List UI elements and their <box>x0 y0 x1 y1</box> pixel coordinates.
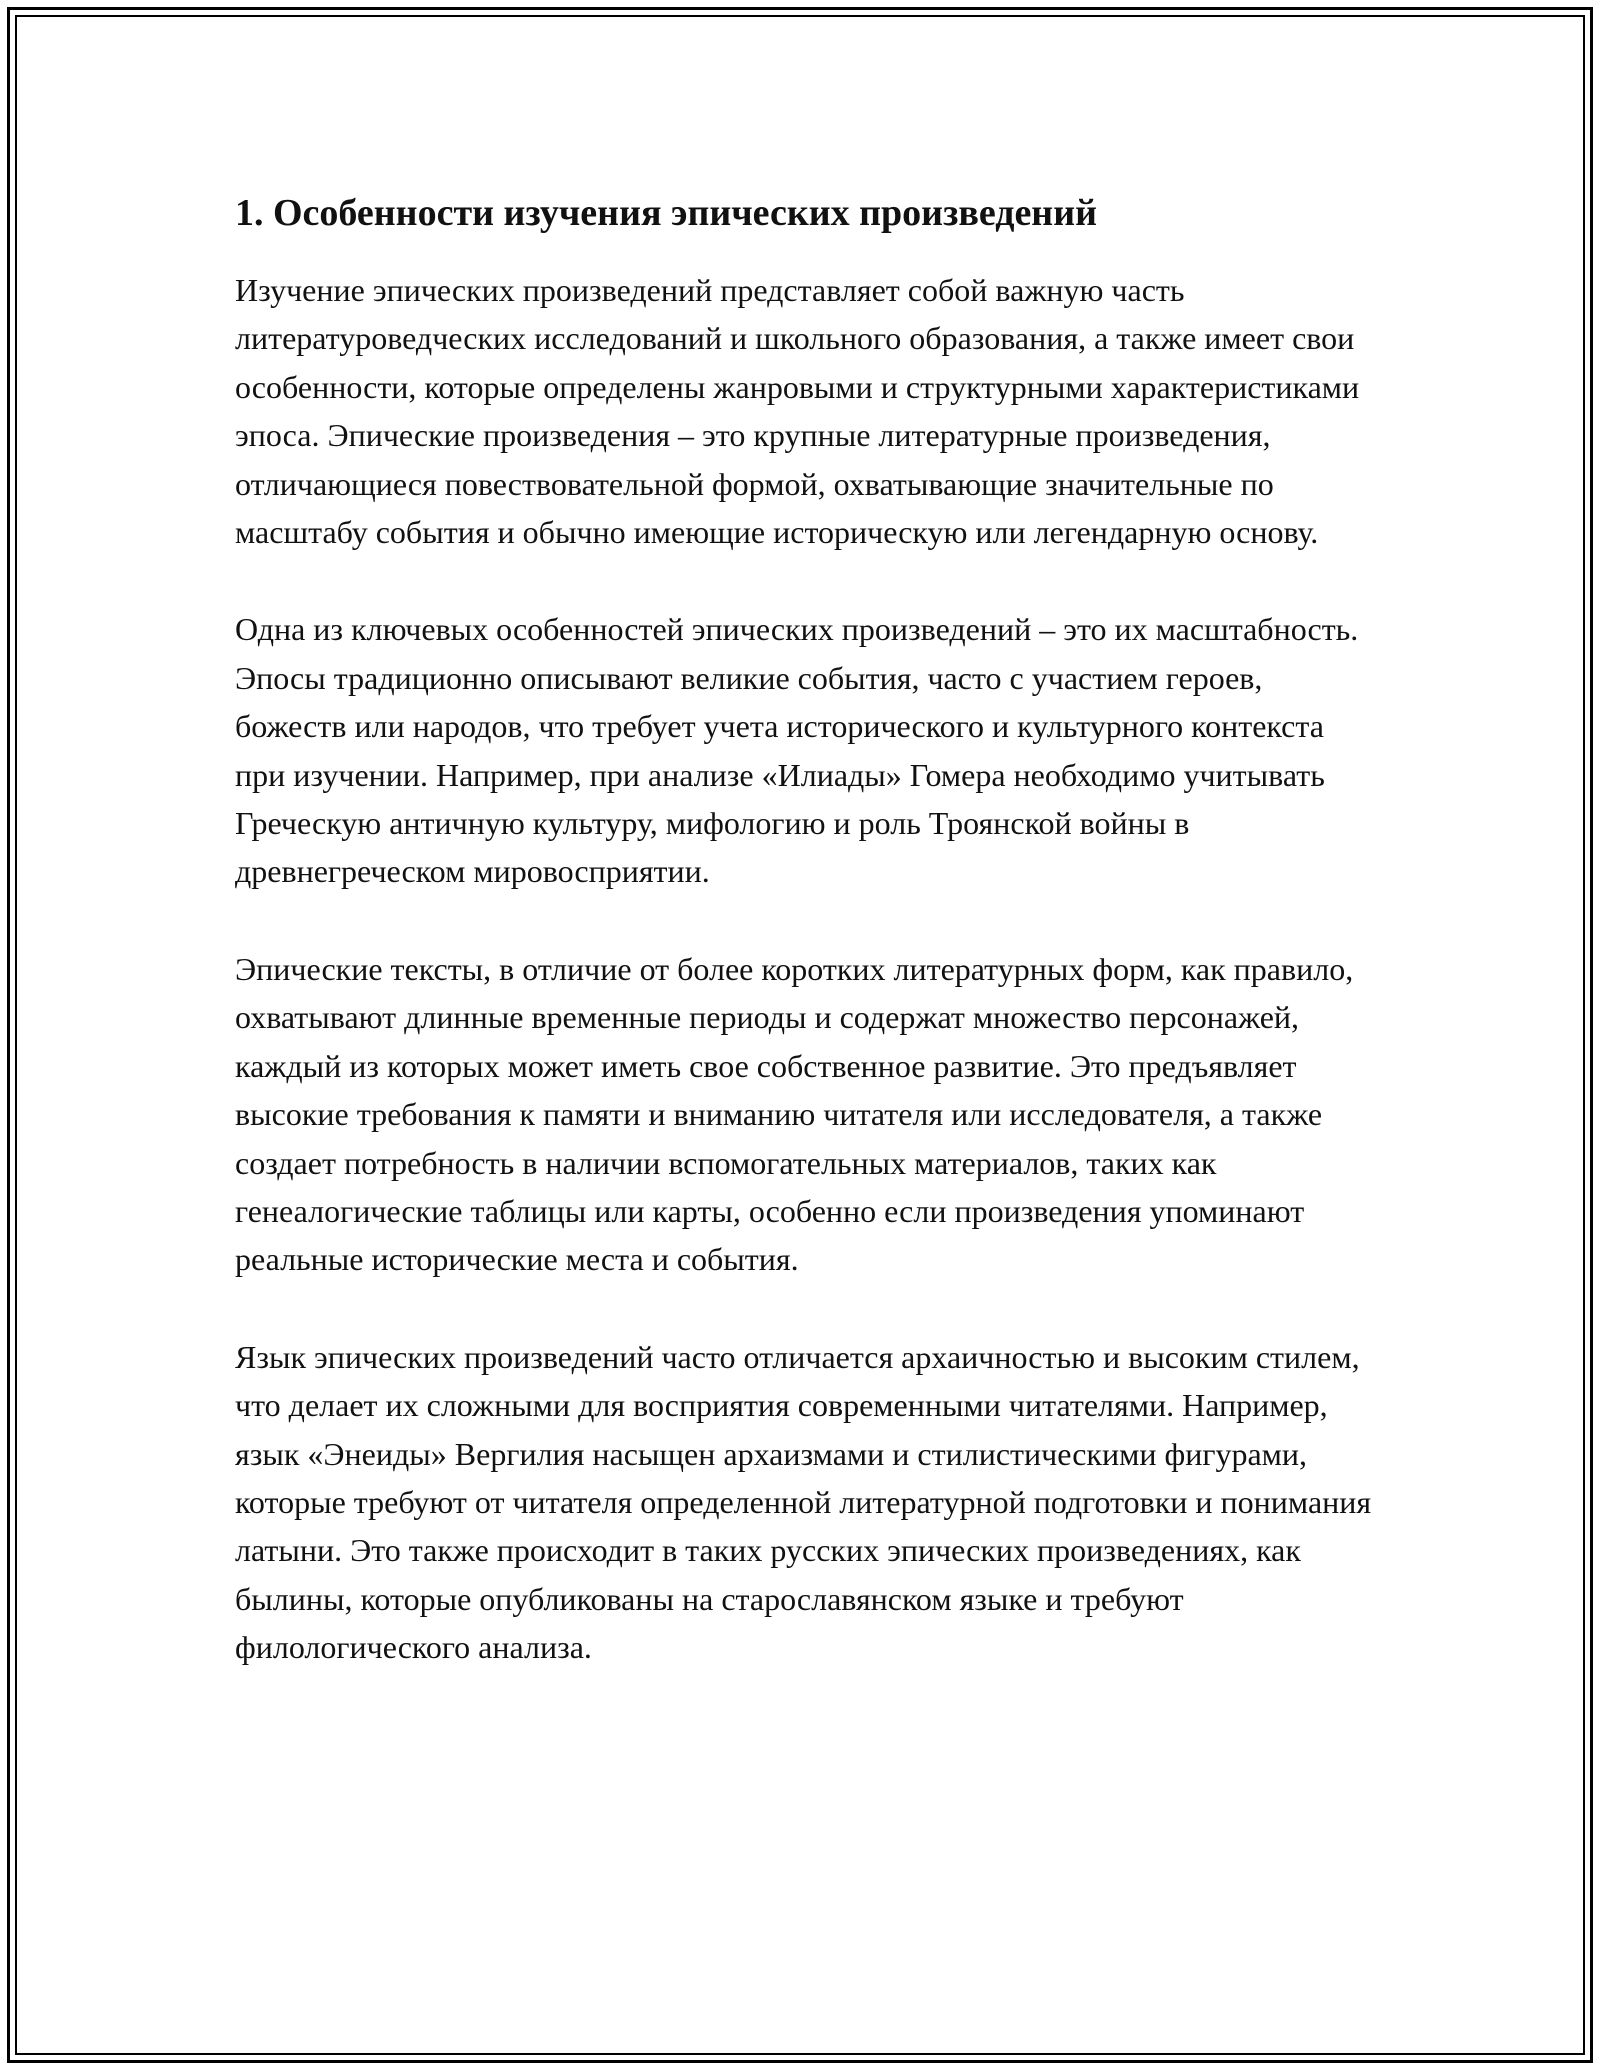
section-heading: 1. Особенности изучения эпических произведений <box>235 192 1097 234</box>
paragraph-4: Язык эпических произведений часто отличается архаичностью и высоким стилем, что делает их сложными для восприятия современными читателями. Например, язык «Энеиды» Вергилия насыщен архаизмами и стилистическими фигурами, которые требуют от читателя определенной литературной подготовки и понимания латыни. Это также происходит в таких русских эпических произведениях, как былины, которые опубликованы на старославянском языке и требуют филологического анализа. <box>235 1338 1372 1666</box>
document-body <box>235 188 1375 1721</box>
paragraph-1: Изучение эпических произведений представляет собой важную часть литературоведческих исследований и школьного образования, а также имеет свои особенности, которые определены жанровыми и структурными характеристиками эпоса. Эпические произведения – это крупные литературные произведения, отличающиеся повествовательной формой, охватывающие значительные по масштабу события и обычно имеющие историческую или легендарную основу. <box>235 272 1360 551</box>
paragraph-2: Одна из ключевых особенностей эпических произведений – это их масштабность. Эпосы традиционно описывают великие события, часто с участием героев, божеств или народов, что требует учета исторического и культурного контекста при изучении. Например, при анализе «Илиады» Гомера необходимо учитывать Греческую античную культуру, мифологию и роль Троянской войны в древнегреческом мировосприятии. <box>235 611 1359 890</box>
paragraph-3: Эпические тексты, в отличие от более коротких литературных форм, как правило, охватывают длинные временные периоды и содержат множество персонажей, каждый из которых может иметь свое собственное развитие. Это предъявляет высокие требования к памяти и вниманию читателя или исследователя, а также создает потребность в наличии вспомогательных материалов, таких как генеалогические таблицы или карты, особенно если произведения упоминают реальные исторические места и события. <box>235 950 1354 1278</box>
